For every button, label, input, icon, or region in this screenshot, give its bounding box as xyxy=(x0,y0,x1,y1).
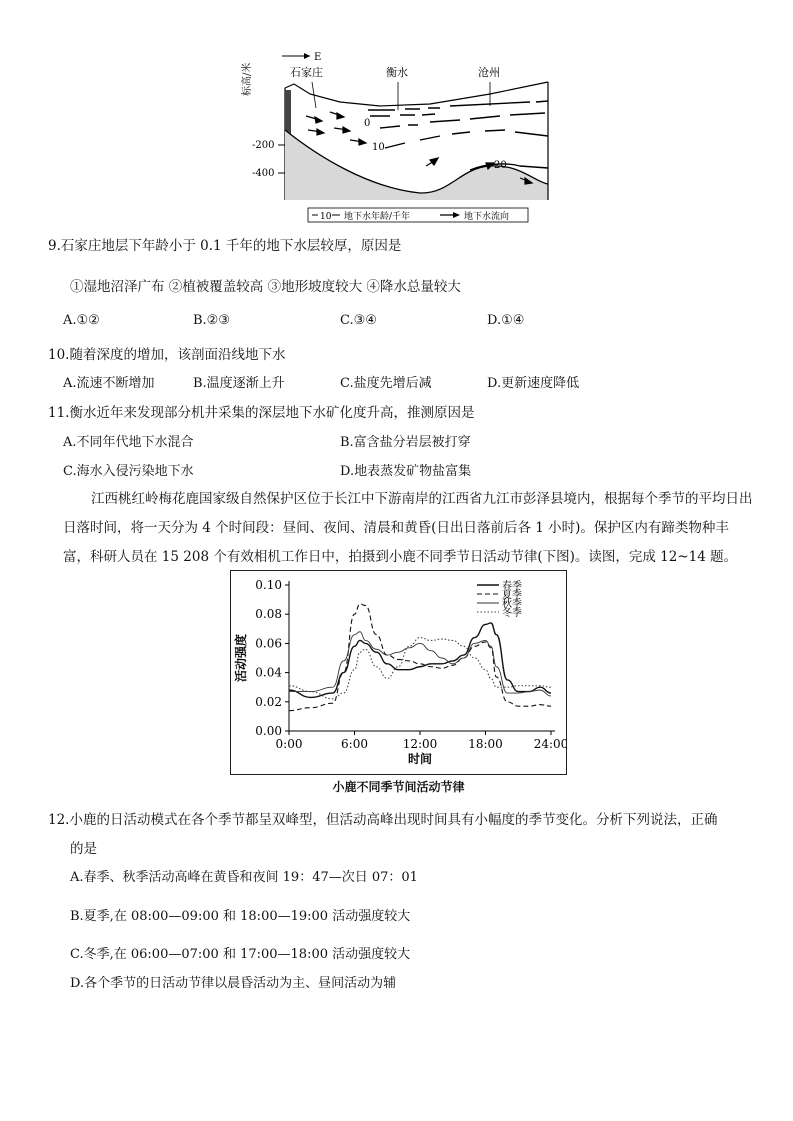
contour-label-10: 10 xyxy=(372,142,385,153)
x-axis-label: 时间 xyxy=(407,752,433,766)
direction-label: E xyxy=(314,52,322,63)
x-tick-label: 24:00 xyxy=(533,737,566,751)
place-shijiazhuang: 石家庄 xyxy=(290,66,323,79)
legend-age-sample: 10 xyxy=(320,212,332,222)
legend-label-2: 夏季 xyxy=(502,590,522,601)
q10-stem: 10.随着深度的增加，该剖面沿线地下水 xyxy=(48,347,286,363)
series-line-4 xyxy=(289,638,551,699)
x-tick-label: 6:00 xyxy=(341,737,368,751)
q10-option-d[interactable]: D.更新速度降低 xyxy=(487,376,580,391)
x-tick-label: 0:00 xyxy=(275,737,303,751)
legend-age-text: 地下水年龄/千年 xyxy=(344,212,411,222)
q11-option-d[interactable]: D.地表蒸发矿物盐富集 xyxy=(340,464,472,479)
y-tick-label: 0.04 xyxy=(255,665,282,680)
y-tick: -400 xyxy=(252,168,275,179)
y-tick: -200 xyxy=(252,140,275,151)
passage-body: 江西桃红岭梅花鹿国家级自然保护区位于长江中下游南岸的江西省九江市彭泽县境内，根据每个季节的平均日出日落时间，将一天分为 4 个时间段：昼间、夜间、清晨和黄昏(日出日落前后各 1 小时)。保护区内有蹄类物种丰富，科研人员在 15 208 个有效相机工作日中，拍摄到小鹿不同季节日活动节律(下图)。读图，完成 12~14 题。 xyxy=(63,491,753,565)
q10-option-b[interactable]: B.温度逐渐上升 xyxy=(193,376,285,391)
q9-option-a[interactable]: A.①② xyxy=(63,313,100,328)
q9-option-d[interactable]: D.①④ xyxy=(487,313,525,328)
q9-stem: 9.石家庄地层下年龄小于 0.1 千年的地下水层较厚，原因是 xyxy=(48,238,402,254)
q12-option-d[interactable]: D.各个季节的日活动节律以晨昏活动为主、昼间活动为辅 xyxy=(70,976,397,991)
legend-label-3: 秋季 xyxy=(502,599,522,610)
q9-option-c[interactable]: C.③④ xyxy=(340,313,377,328)
legend-label-4: 冬季 xyxy=(502,608,522,619)
q12-stem-line1: 12.小鹿的日活动模式在各个季节都呈双峰型，但活动高峰出现时间具有小幅度的季节变化。分析下列说法，正确 xyxy=(48,812,718,828)
y-tick-label: 0.06 xyxy=(255,636,282,651)
q12-option-c[interactable]: C.冬季,在 06:00—07:00 和 17:00—18:00 活动强度较大 xyxy=(70,947,411,962)
q12-stem-line2: 的是 xyxy=(70,841,97,857)
place-hengshui: 衡水 xyxy=(386,66,408,79)
q9-option-b[interactable]: B.②③ xyxy=(193,313,230,328)
y-axis-label: 活动强度 xyxy=(234,633,248,683)
legend-label-1: 春季 xyxy=(502,581,522,592)
q12-option-b[interactable]: B.夏季,在 08:00—09:00 和 18:00—19:00 活动强度较大 xyxy=(70,909,411,924)
series-line-1 xyxy=(289,623,551,697)
y-tick-label: 0.00 xyxy=(255,724,282,738)
y-tick-label: 0.08 xyxy=(255,607,282,622)
y-tick-label: 0.02 xyxy=(255,694,282,709)
q11-option-b[interactable]: B.富含盐分岩层被打穿 xyxy=(340,435,471,450)
contour-label-0: 0 xyxy=(364,118,371,129)
place-cangzhou: 沧州 xyxy=(478,66,500,79)
activity-chart xyxy=(231,571,566,774)
activity-chart-frame xyxy=(230,570,567,775)
x-tick-label: 12:00 xyxy=(402,737,438,751)
x-tick-label: 18:00 xyxy=(468,737,503,751)
groundwater-cross-section xyxy=(230,48,565,224)
series-line-2 xyxy=(289,604,551,711)
contour-label-20: 20 xyxy=(494,160,507,171)
q10-option-c[interactable]: C.盐度先增后减 xyxy=(340,376,432,391)
passage-text xyxy=(63,485,753,572)
q11-option-a[interactable]: A.不同年代地下水混合 xyxy=(63,435,194,450)
series-line-3 xyxy=(289,632,551,696)
y-axis-label: 标高/米 xyxy=(242,62,253,96)
q10-option-a[interactable]: A.流速不断增加 xyxy=(63,376,155,391)
legend-flow-text: 地下水流向 xyxy=(464,212,510,222)
q12-option-a[interactable]: A.春季、秋季活动高峰在黄昏和夜间 19：47—次日 07：01 xyxy=(70,870,418,885)
q9-statements: ①湿地沼泽广布 ②植被覆盖较高 ③地形坡度较大 ④降水总量较大 xyxy=(70,279,461,295)
q11-option-c[interactable]: C.海水入侵污染地下水 xyxy=(63,464,194,479)
q11-stem: 11.衡水近年来发现部分机井采集的深层地下水矿化度升高，推测原因是 xyxy=(48,405,475,421)
y-tick-label: 0.10 xyxy=(255,578,282,592)
chart-title: 小鹿不同季节间活动节律 xyxy=(332,780,465,794)
